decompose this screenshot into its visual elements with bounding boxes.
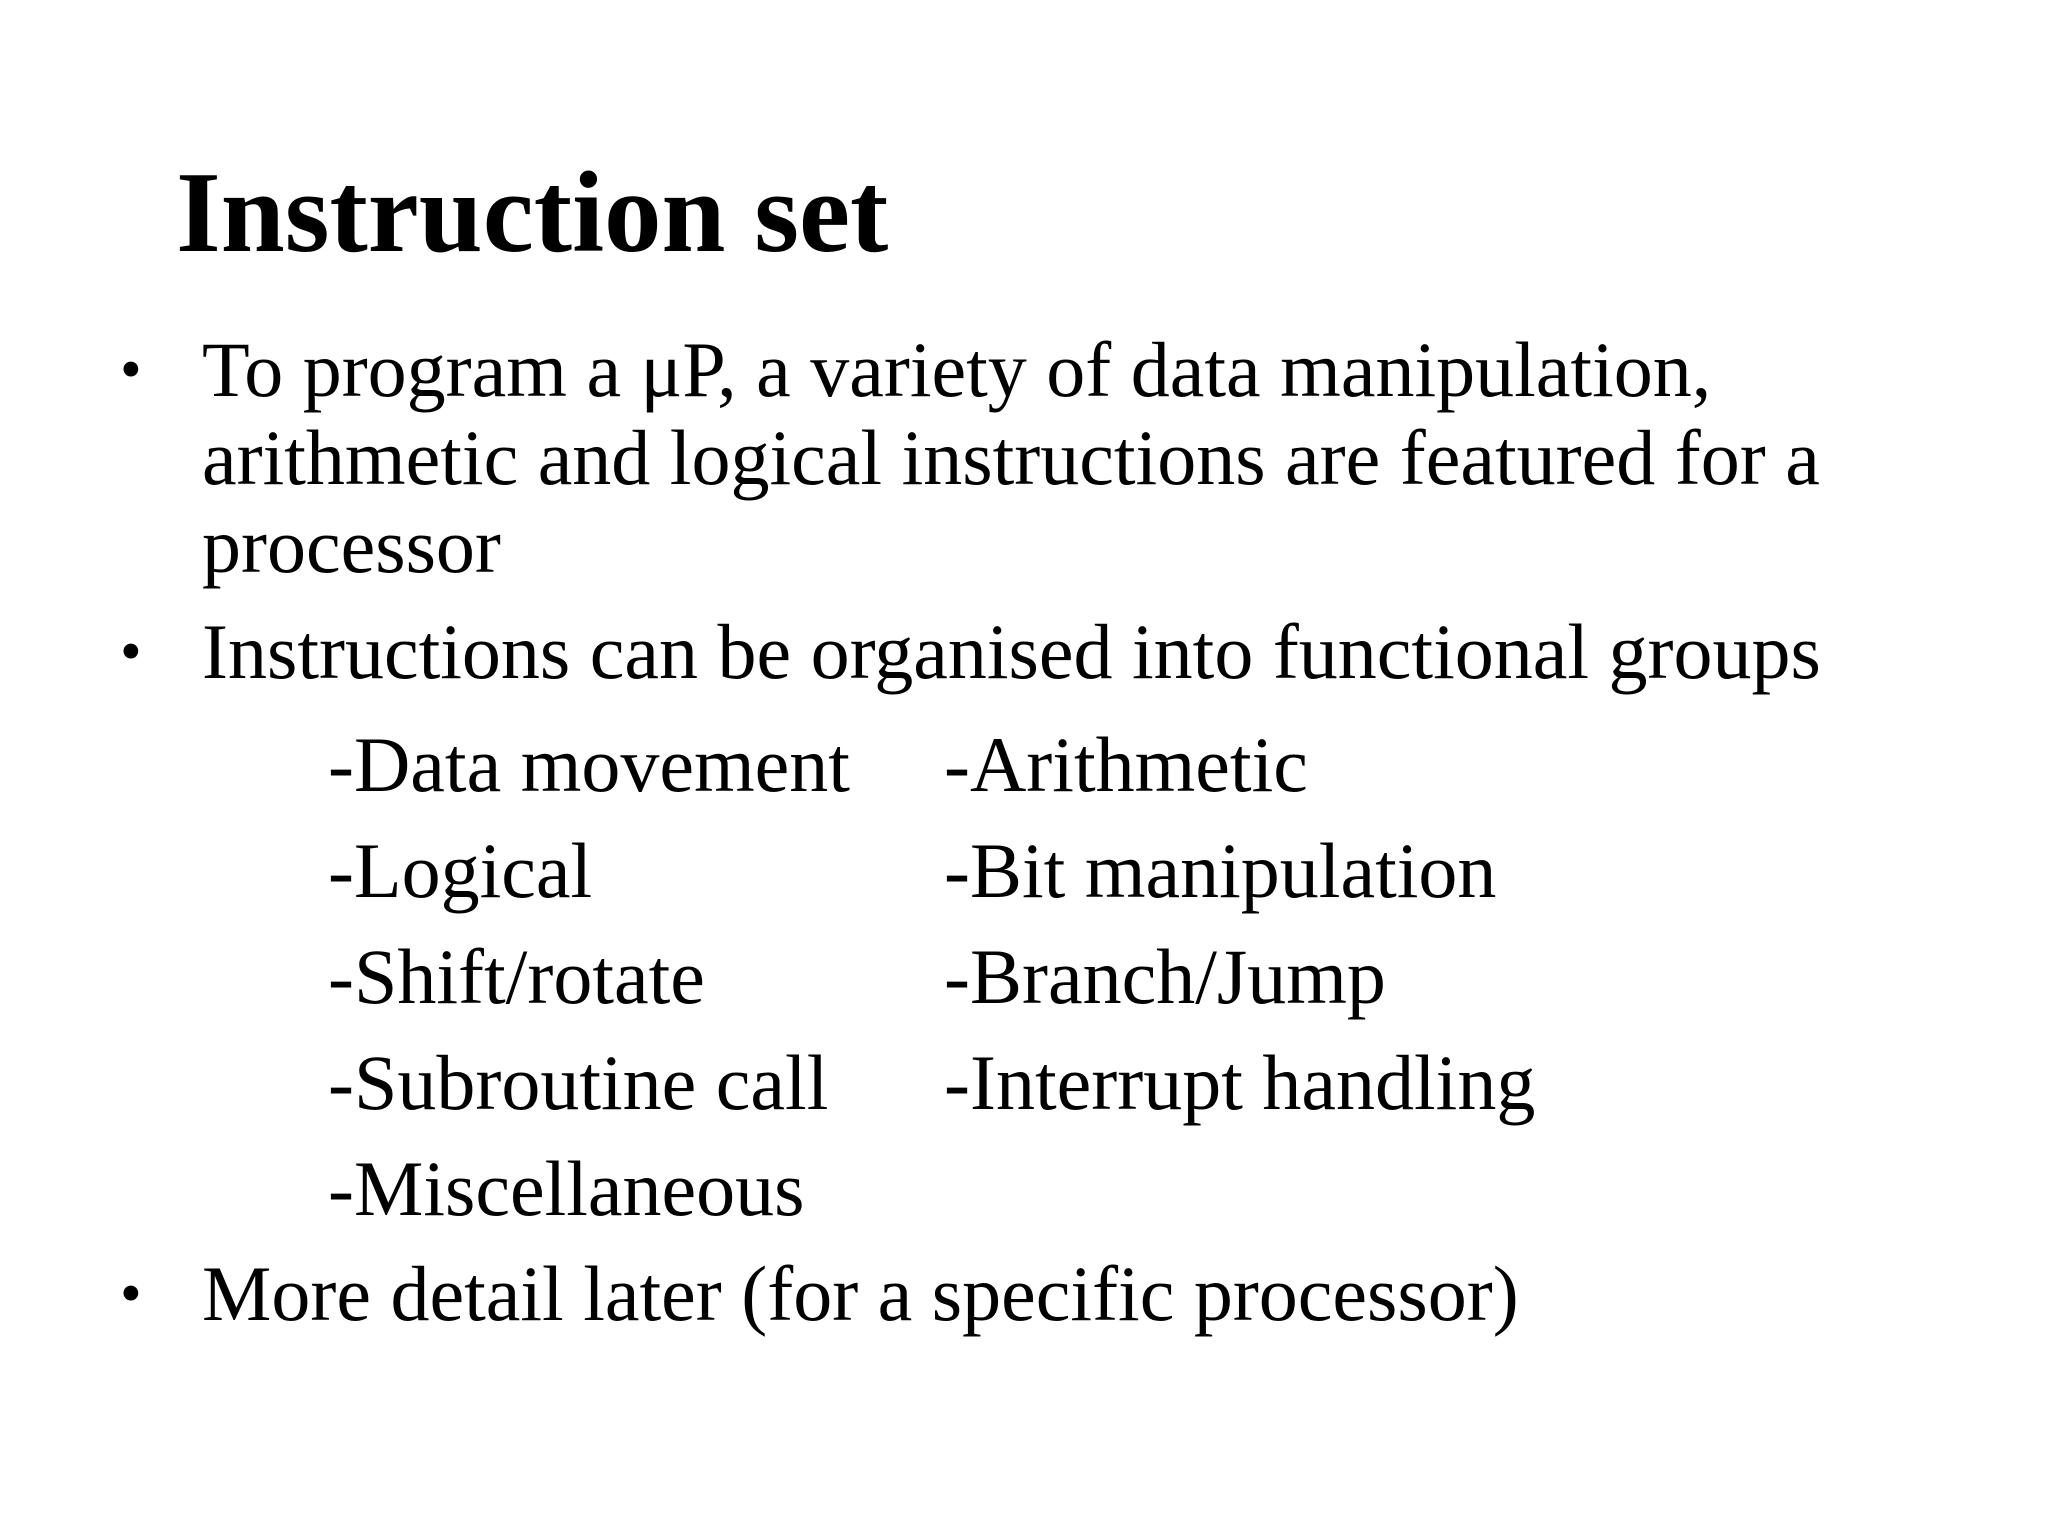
- group-item: -Data movement: [328, 721, 850, 808]
- group-item: -Interrupt handling: [944, 1039, 1536, 1126]
- group-item: -Miscellaneous: [328, 1145, 805, 1232]
- bullet-text: [202, 608, 2002, 696]
- bullet-text: [202, 326, 2002, 590]
- bullet-glyph: •: [120, 1260, 142, 1328]
- slide-title: Instruction set: [176, 149, 889, 276]
- group-item: -Logical: [328, 827, 593, 914]
- group-item: -Shift/rotate: [328, 933, 705, 1020]
- group-item: -Branch/Jump: [944, 933, 1386, 1020]
- bullet-line: More detail later (for a specific processor): [202, 1250, 1519, 1337]
- bullet-text: [202, 1250, 2002, 1338]
- bullet-glyph: •: [120, 618, 142, 686]
- bullet-line: arithmetic and logical instructions are featured for a: [202, 414, 1820, 501]
- group-item: -Arithmetic: [944, 721, 1308, 808]
- bullet-line: Instructions can be organised into functional groups: [202, 608, 1821, 695]
- bullet-line: To program a μP, a variety of data manipulation,: [202, 326, 1712, 413]
- group-item: -Bit manipulation: [944, 827, 1497, 914]
- group-item: -Subroutine call: [328, 1039, 829, 1126]
- bullet-line: processor: [202, 502, 501, 589]
- bullet-glyph: •: [120, 336, 142, 404]
